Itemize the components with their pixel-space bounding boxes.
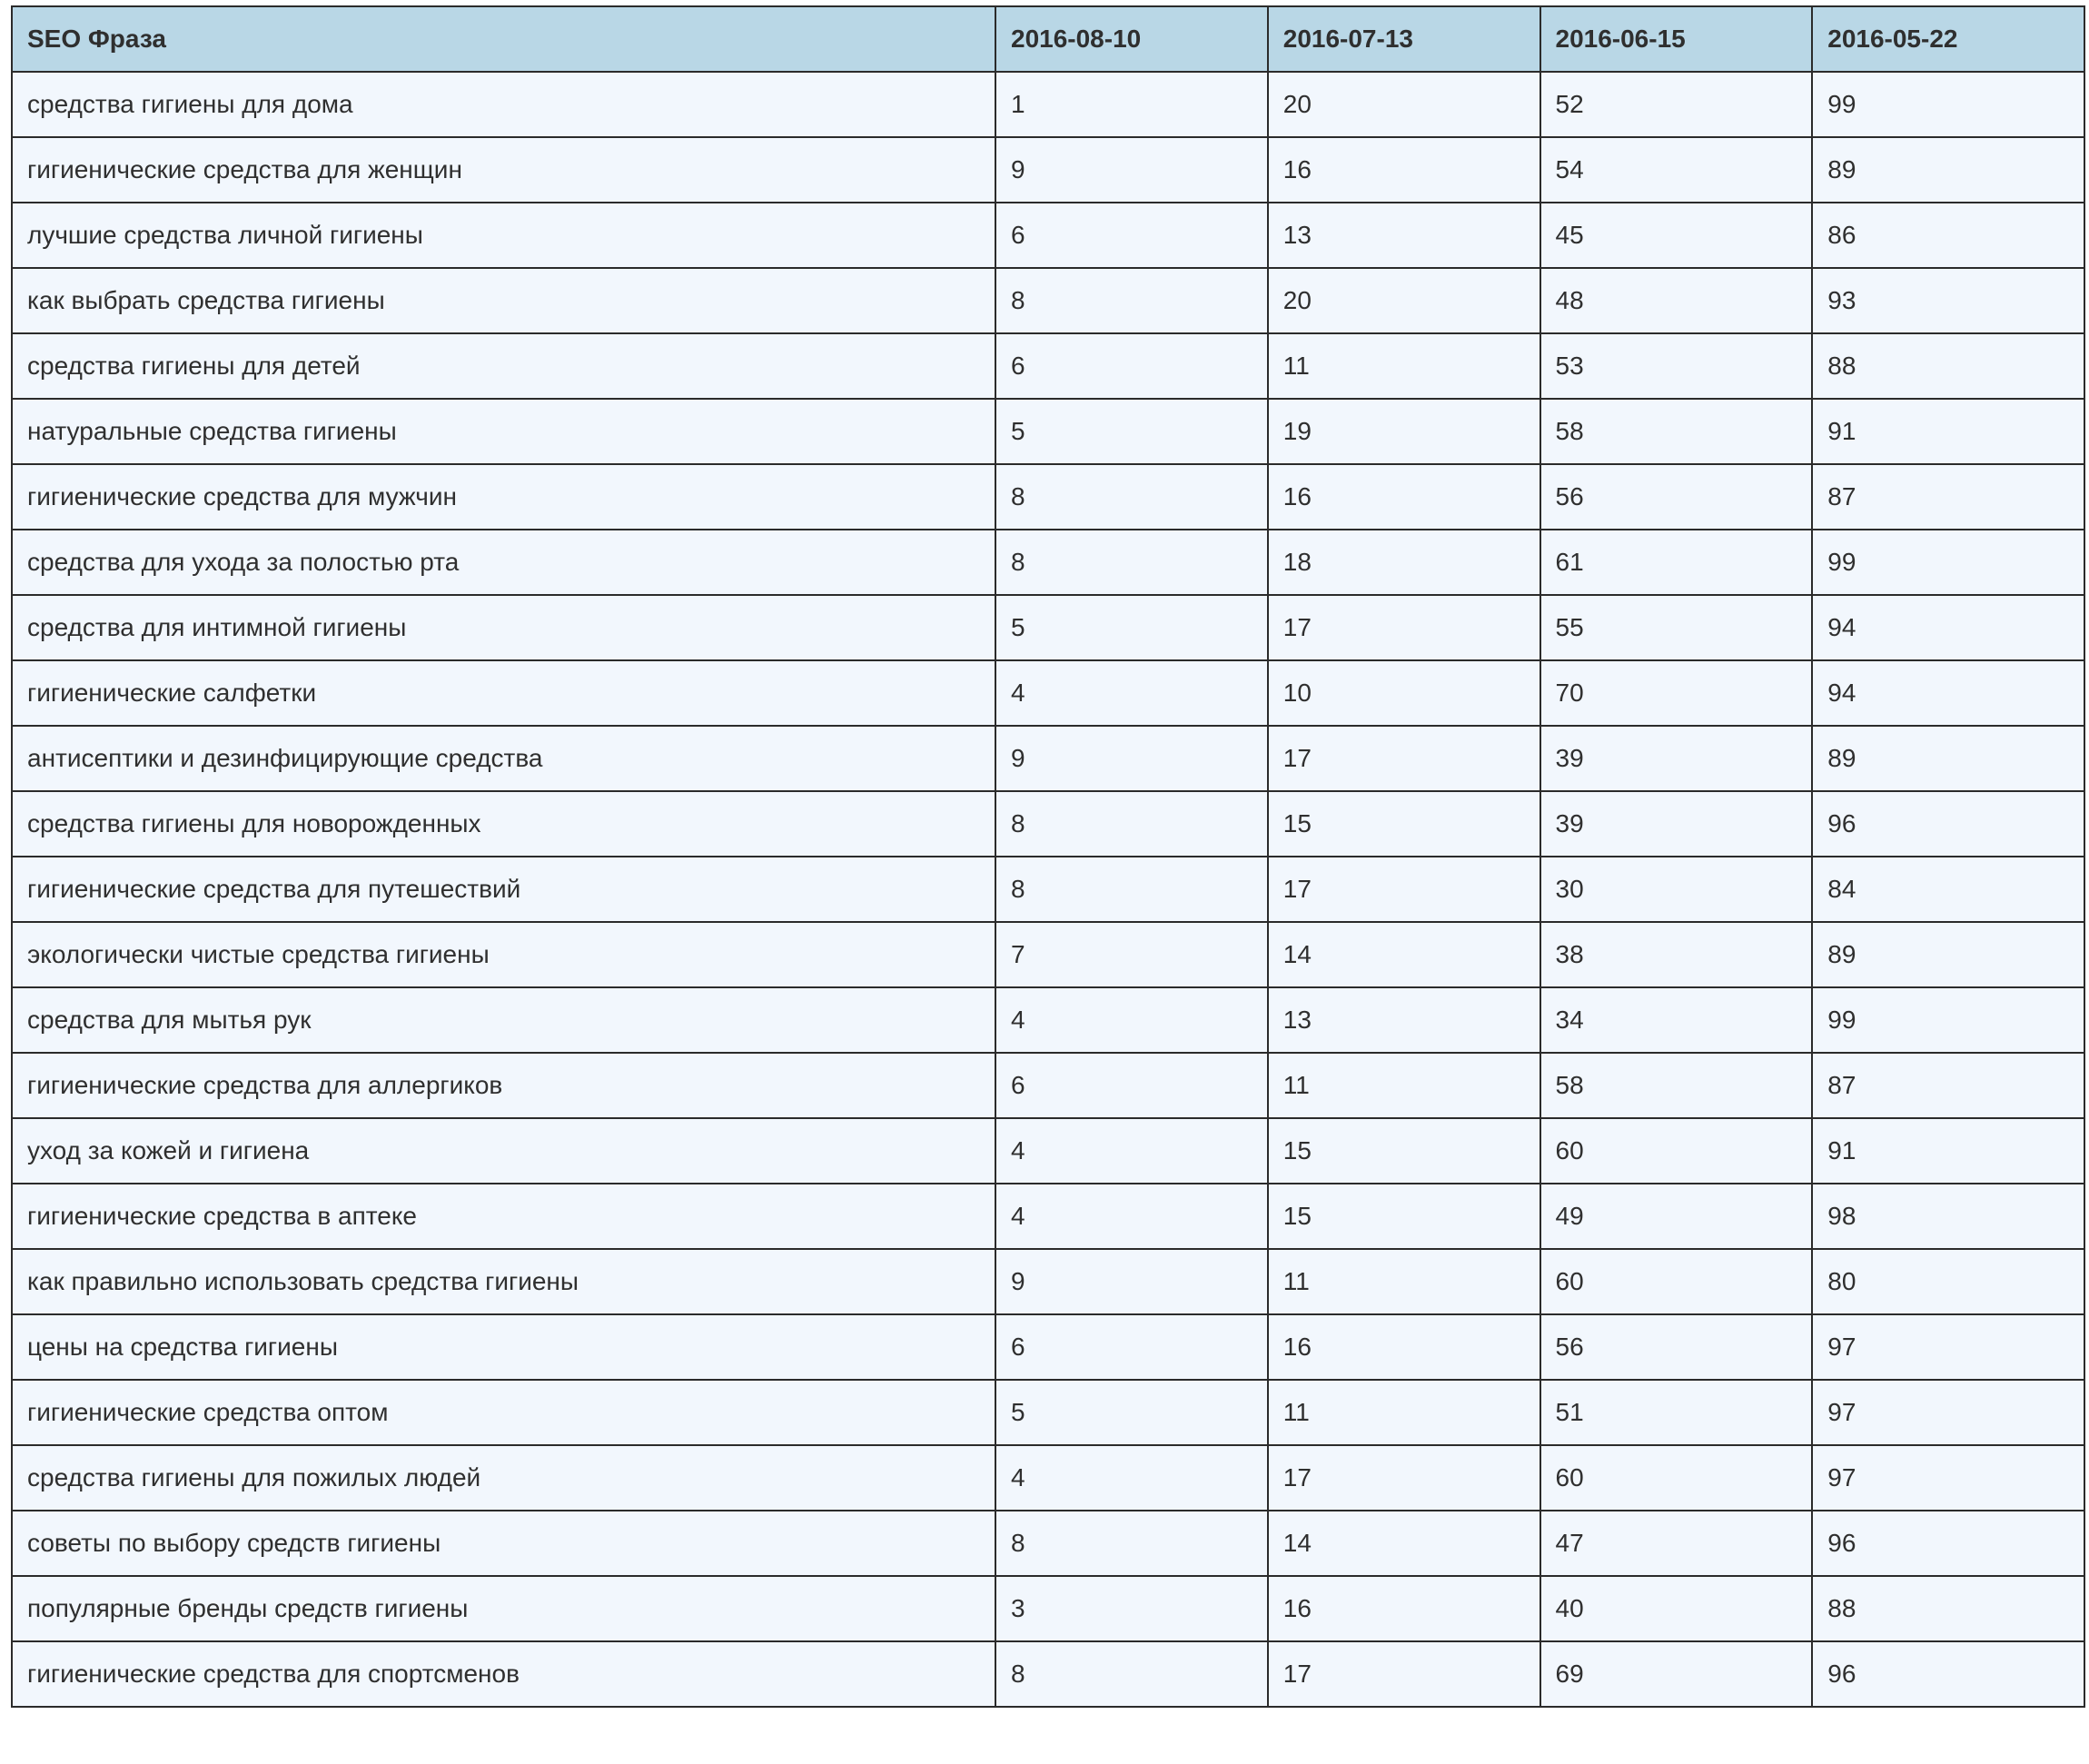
value-cell-2016-05-22: 99 xyxy=(1812,72,2084,137)
value-cell-2016-07-13: 15 xyxy=(1268,1118,1540,1184)
value-cell-2016-08-10: 6 xyxy=(995,1314,1268,1380)
value-cell-2016-05-22: 80 xyxy=(1812,1249,2084,1314)
table-row xyxy=(12,922,2084,987)
phrase-cell: натуральные средства гигиены xyxy=(12,399,995,464)
phrase-cell: советы по выбору средств гигиены xyxy=(12,1511,995,1576)
phrase-cell: средства гигиены для новорожденных xyxy=(12,791,995,857)
value-cell-2016-05-22: 94 xyxy=(1812,660,2084,726)
value-cell-2016-07-13: 13 xyxy=(1268,987,1540,1053)
table-row xyxy=(12,530,2084,595)
value-cell-2016-08-10: 8 xyxy=(995,464,1268,530)
value-cell-2016-06-15: 39 xyxy=(1540,791,1813,857)
table-row xyxy=(12,268,2084,333)
value-cell-2016-06-15: 40 xyxy=(1540,1576,1813,1641)
value-cell-2016-07-13: 11 xyxy=(1268,1053,1540,1118)
value-cell-2016-05-22: 97 xyxy=(1812,1445,2084,1511)
phrase-cell: гигиенические средства в аптеке xyxy=(12,1184,995,1249)
value-cell-2016-05-22: 98 xyxy=(1812,1184,2084,1249)
value-cell-2016-08-10: 8 xyxy=(995,1641,1268,1707)
value-cell-2016-05-22: 91 xyxy=(1812,399,2084,464)
value-cell-2016-06-15: 69 xyxy=(1540,1641,1813,1707)
value-cell-2016-08-10: 8 xyxy=(995,268,1268,333)
phrase-cell: цены на средства гигиены xyxy=(12,1314,995,1380)
value-cell-2016-05-22: 96 xyxy=(1812,791,2084,857)
value-cell-2016-06-15: 60 xyxy=(1540,1445,1813,1511)
value-cell-2016-07-13: 16 xyxy=(1268,1314,1540,1380)
phrase-cell: гигиенические средства для аллергиков xyxy=(12,1053,995,1118)
value-cell-2016-06-15: 30 xyxy=(1540,857,1813,922)
value-cell-2016-08-10: 4 xyxy=(995,1184,1268,1249)
table-row xyxy=(12,791,2084,857)
table-row xyxy=(12,333,2084,399)
value-cell-2016-07-13: 14 xyxy=(1268,1511,1540,1576)
value-cell-2016-08-10: 8 xyxy=(995,1511,1268,1576)
value-cell-2016-05-22: 88 xyxy=(1812,1576,2084,1641)
value-cell-2016-05-22: 89 xyxy=(1812,922,2084,987)
phrase-cell: гигиенические салфетки xyxy=(12,660,995,726)
value-cell-2016-07-13: 17 xyxy=(1268,1641,1540,1707)
table-row xyxy=(12,1314,2084,1380)
value-cell-2016-08-10: 6 xyxy=(995,203,1268,268)
phrase-cell: уход за кожей и гигиена xyxy=(12,1118,995,1184)
header-date-2016-08-10: 2016-08-10 xyxy=(995,6,1268,72)
value-cell-2016-05-22: 93 xyxy=(1812,268,2084,333)
value-cell-2016-06-15: 60 xyxy=(1540,1118,1813,1184)
phrase-cell: гигиенические средства оптом xyxy=(12,1380,995,1445)
table-row xyxy=(12,1641,2084,1707)
table-row xyxy=(12,857,2084,922)
table-row xyxy=(12,987,2084,1053)
value-cell-2016-05-22: 99 xyxy=(1812,987,2084,1053)
value-cell-2016-07-13: 16 xyxy=(1268,137,1540,203)
value-cell-2016-08-10: 5 xyxy=(995,1380,1268,1445)
value-cell-2016-05-22: 94 xyxy=(1812,595,2084,660)
value-cell-2016-08-10: 4 xyxy=(995,660,1268,726)
value-cell-2016-06-15: 51 xyxy=(1540,1380,1813,1445)
table-container xyxy=(11,5,2085,1708)
value-cell-2016-06-15: 56 xyxy=(1540,1314,1813,1380)
table-row xyxy=(12,137,2084,203)
value-cell-2016-06-15: 70 xyxy=(1540,660,1813,726)
value-cell-2016-05-22: 96 xyxy=(1812,1641,2084,1707)
phrase-cell: гигиенические средства для мужчин xyxy=(12,464,995,530)
phrase-cell: гигиенические средства для женщин xyxy=(12,137,995,203)
value-cell-2016-07-13: 18 xyxy=(1268,530,1540,595)
value-cell-2016-08-10: 4 xyxy=(995,1118,1268,1184)
phrase-cell: антисептики и дезинфицирующие средства xyxy=(12,726,995,791)
phrase-cell: средства гигиены для детей xyxy=(12,333,995,399)
value-cell-2016-06-15: 53 xyxy=(1540,333,1813,399)
value-cell-2016-08-10: 7 xyxy=(995,922,1268,987)
value-cell-2016-07-13: 17 xyxy=(1268,726,1540,791)
value-cell-2016-07-13: 11 xyxy=(1268,1380,1540,1445)
header-date-2016-06-15: 2016-06-15 xyxy=(1540,6,1813,72)
value-cell-2016-07-13: 17 xyxy=(1268,1445,1540,1511)
value-cell-2016-06-15: 47 xyxy=(1540,1511,1813,1576)
phrase-cell: популярные бренды средств гигиены xyxy=(12,1576,995,1641)
table-row xyxy=(12,72,2084,137)
value-cell-2016-06-15: 52 xyxy=(1540,72,1813,137)
table-row xyxy=(12,660,2084,726)
table-row xyxy=(12,1184,2084,1249)
seo-phrase-table xyxy=(11,5,2085,1708)
value-cell-2016-07-13: 11 xyxy=(1268,1249,1540,1314)
table-row xyxy=(12,1118,2084,1184)
value-cell-2016-06-15: 38 xyxy=(1540,922,1813,987)
value-cell-2016-07-13: 16 xyxy=(1268,464,1540,530)
table-row xyxy=(12,1249,2084,1314)
value-cell-2016-08-10: 8 xyxy=(995,530,1268,595)
value-cell-2016-08-10: 4 xyxy=(995,987,1268,1053)
table-row xyxy=(12,726,2084,791)
header-row xyxy=(12,6,2084,72)
table-row xyxy=(12,1576,2084,1641)
phrase-cell: экологически чистые средства гигиены xyxy=(12,922,995,987)
value-cell-2016-05-22: 97 xyxy=(1812,1314,2084,1380)
value-cell-2016-07-13: 15 xyxy=(1268,1184,1540,1249)
value-cell-2016-06-15: 55 xyxy=(1540,595,1813,660)
value-cell-2016-08-10: 4 xyxy=(995,1445,1268,1511)
value-cell-2016-07-13: 11 xyxy=(1268,333,1540,399)
value-cell-2016-07-13: 10 xyxy=(1268,660,1540,726)
value-cell-2016-07-13: 19 xyxy=(1268,399,1540,464)
phrase-cell: средства для мытья рук xyxy=(12,987,995,1053)
table-row xyxy=(12,399,2084,464)
value-cell-2016-07-13: 20 xyxy=(1268,72,1540,137)
value-cell-2016-08-10: 6 xyxy=(995,1053,1268,1118)
value-cell-2016-05-22: 99 xyxy=(1812,530,2084,595)
value-cell-2016-08-10: 1 xyxy=(995,72,1268,137)
value-cell-2016-07-13: 17 xyxy=(1268,857,1540,922)
value-cell-2016-08-10: 6 xyxy=(995,333,1268,399)
value-cell-2016-06-15: 48 xyxy=(1540,268,1813,333)
value-cell-2016-08-10: 8 xyxy=(995,791,1268,857)
table-body xyxy=(12,72,2084,1707)
value-cell-2016-05-22: 91 xyxy=(1812,1118,2084,1184)
value-cell-2016-05-22: 86 xyxy=(1812,203,2084,268)
table-row xyxy=(12,595,2084,660)
phrase-cell: средства для интимной гигиены xyxy=(12,595,995,660)
value-cell-2016-05-22: 87 xyxy=(1812,464,2084,530)
table-row xyxy=(12,1053,2084,1118)
header-date-2016-05-22: 2016-05-22 xyxy=(1812,6,2084,72)
value-cell-2016-07-13: 15 xyxy=(1268,791,1540,857)
value-cell-2016-06-15: 39 xyxy=(1540,726,1813,791)
table-row xyxy=(12,1511,2084,1576)
phrase-cell: лучшие средства личной гигиены xyxy=(12,203,995,268)
value-cell-2016-06-15: 58 xyxy=(1540,1053,1813,1118)
table-row xyxy=(12,1380,2084,1445)
value-cell-2016-05-22: 89 xyxy=(1812,137,2084,203)
value-cell-2016-06-15: 45 xyxy=(1540,203,1813,268)
value-cell-2016-05-22: 87 xyxy=(1812,1053,2084,1118)
table-row xyxy=(12,464,2084,530)
value-cell-2016-07-13: 13 xyxy=(1268,203,1540,268)
table-row xyxy=(12,1445,2084,1511)
value-cell-2016-07-13: 16 xyxy=(1268,1576,1540,1641)
phrase-cell: как правильно использовать средства гигиены xyxy=(12,1249,995,1314)
value-cell-2016-05-22: 96 xyxy=(1812,1511,2084,1576)
value-cell-2016-08-10: 9 xyxy=(995,1249,1268,1314)
phrase-cell: гигиенические средства для спортсменов xyxy=(12,1641,995,1707)
value-cell-2016-06-15: 49 xyxy=(1540,1184,1813,1249)
value-cell-2016-08-10: 5 xyxy=(995,399,1268,464)
value-cell-2016-06-15: 61 xyxy=(1540,530,1813,595)
value-cell-2016-05-22: 88 xyxy=(1812,333,2084,399)
value-cell-2016-08-10: 3 xyxy=(995,1576,1268,1641)
header-seo-phrase: SEO Фраза xyxy=(12,6,995,72)
phrase-cell: гигиенические средства для путешествий xyxy=(12,857,995,922)
phrase-cell: средства гигиены для дома xyxy=(12,72,995,137)
value-cell-2016-06-15: 60 xyxy=(1540,1249,1813,1314)
value-cell-2016-06-15: 58 xyxy=(1540,399,1813,464)
value-cell-2016-08-10: 9 xyxy=(995,137,1268,203)
value-cell-2016-07-13: 20 xyxy=(1268,268,1540,333)
value-cell-2016-08-10: 8 xyxy=(995,857,1268,922)
value-cell-2016-05-22: 84 xyxy=(1812,857,2084,922)
header-date-2016-07-13: 2016-07-13 xyxy=(1268,6,1540,72)
value-cell-2016-08-10: 9 xyxy=(995,726,1268,791)
phrase-cell: средства для ухода за полостью рта xyxy=(12,530,995,595)
value-cell-2016-05-22: 89 xyxy=(1812,726,2084,791)
phrase-cell: средства гигиены для пожилых людей xyxy=(12,1445,995,1511)
value-cell-2016-07-13: 14 xyxy=(1268,922,1540,987)
value-cell-2016-05-22: 97 xyxy=(1812,1380,2084,1445)
value-cell-2016-06-15: 54 xyxy=(1540,137,1813,203)
value-cell-2016-07-13: 17 xyxy=(1268,595,1540,660)
phrase-cell: как выбрать средства гигиены xyxy=(12,268,995,333)
table-row xyxy=(12,203,2084,268)
value-cell-2016-06-15: 34 xyxy=(1540,987,1813,1053)
value-cell-2016-08-10: 5 xyxy=(995,595,1268,660)
value-cell-2016-06-15: 56 xyxy=(1540,464,1813,530)
